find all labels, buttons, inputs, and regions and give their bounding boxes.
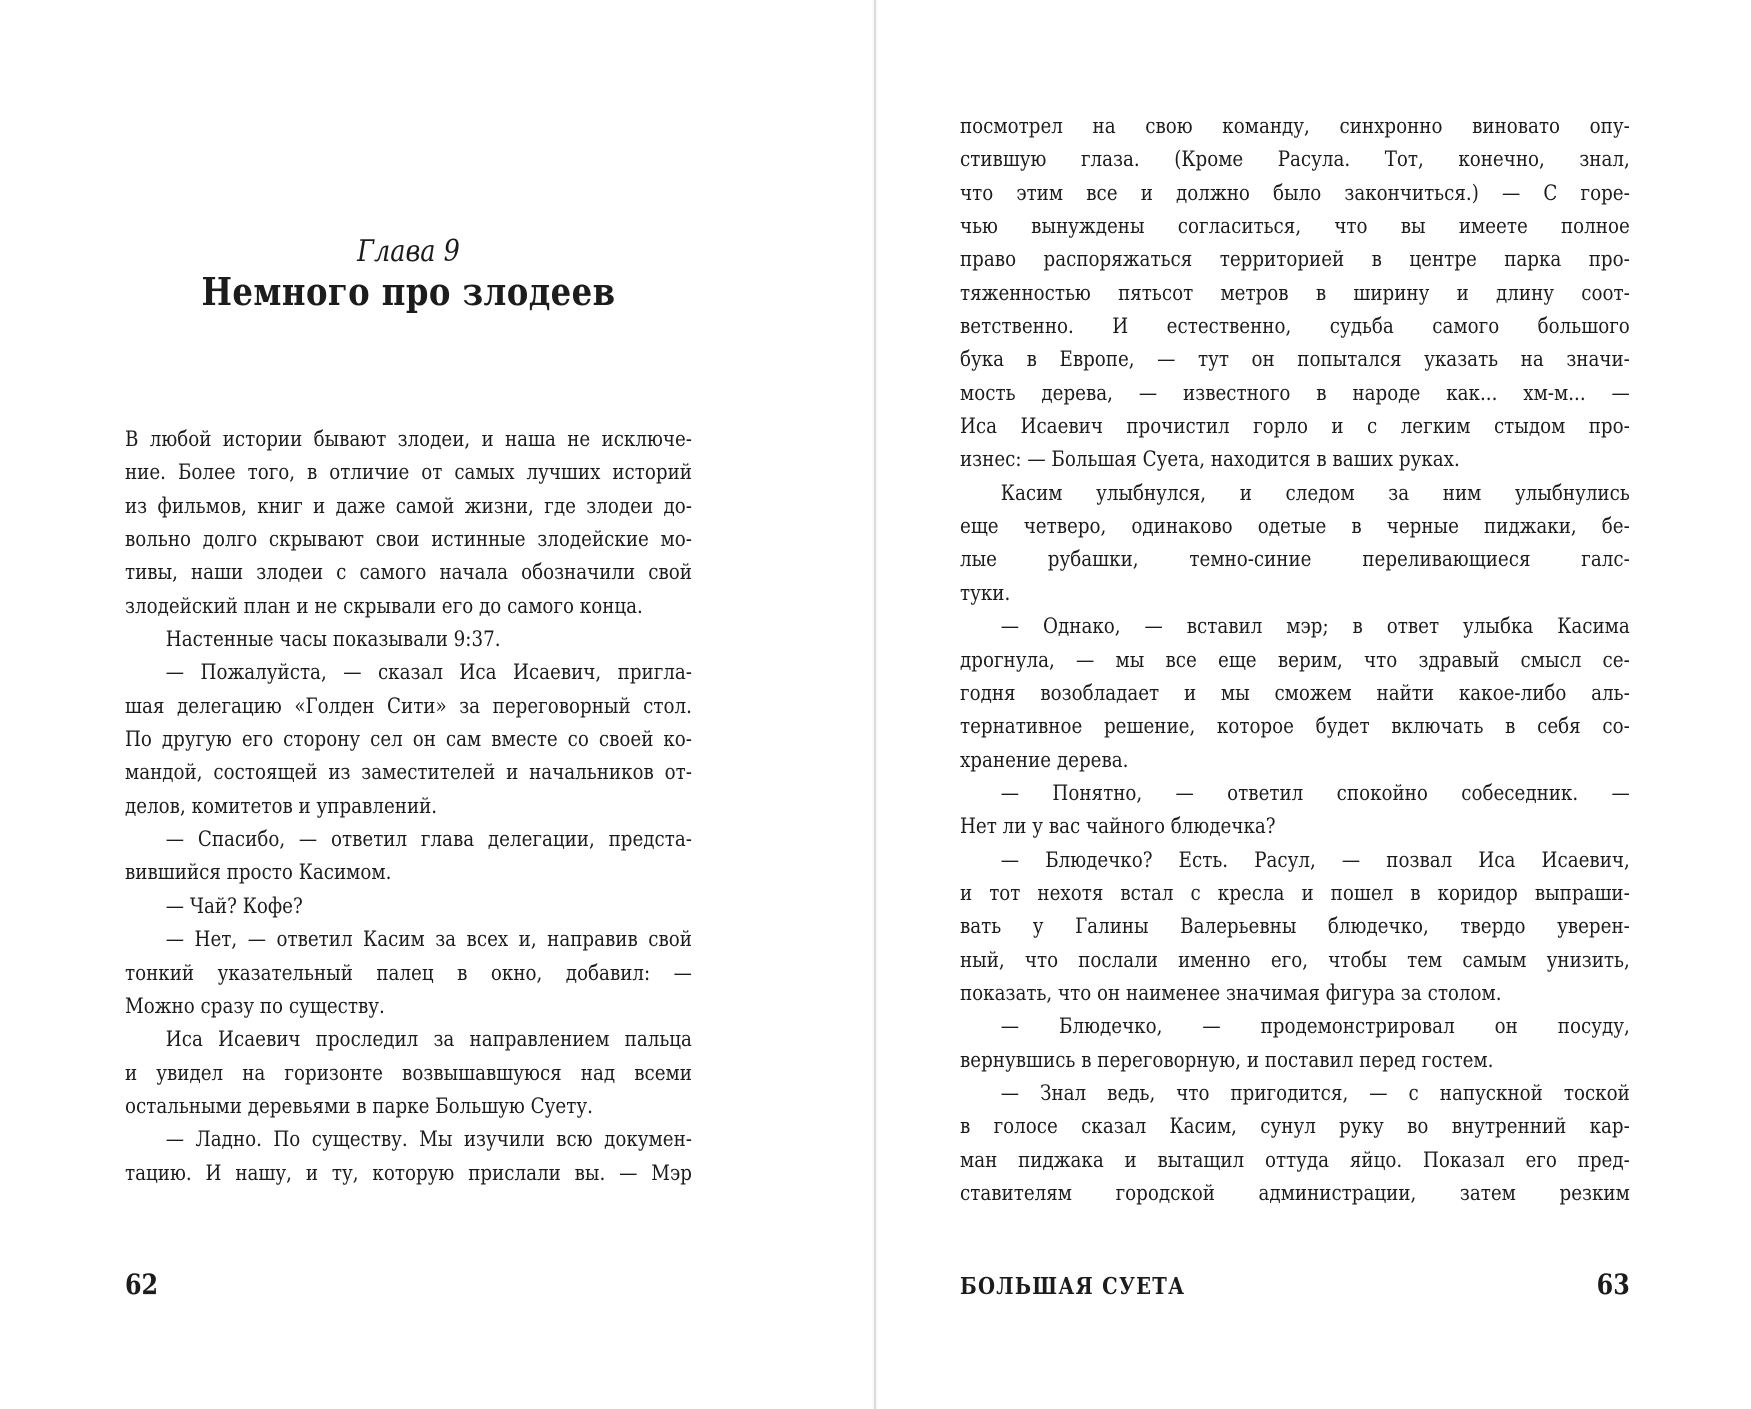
text-line: остальными деревьями в парке Большую Суету. <box>125 1093 593 1119</box>
text-line: вернувшись в переговорную, и поставил перед гостем. <box>960 1047 1494 1073</box>
text-line: из фильмов, книг и даже самой жизни, где злодеи до- <box>125 493 692 519</box>
left-page-footer <box>125 1270 692 1300</box>
text-line: ставителям городской администрации, затем резким <box>960 1181 1630 1206</box>
text-line: — Блюдечко? Есть. Расул, — позвал Иса Исаевич, <box>1000 847 1630 873</box>
text-line: ние. Более того, в отличие от самых лучших историй <box>125 460 692 486</box>
text-line: Иса Исаевич проследил за направлением пальца <box>165 1027 692 1053</box>
text-line: По другую его сторону сел он сам вместе со своей ко- <box>125 727 692 753</box>
text-line: туки. <box>960 580 1011 606</box>
running-title: БОЛЬШАЯ СУЕТА <box>960 1273 1186 1300</box>
left-page-number: 62 <box>125 1268 159 1301</box>
text-line: изнес: — Большая Суета, находится в ваших руках. <box>960 447 1460 473</box>
right-page-footer <box>960 1270 1630 1302</box>
text-line: дрогнула, — мы все еще верим, что здравый смысл се- <box>960 647 1630 673</box>
text-line: — Нет, — ответил Касим за всех и, направив свой <box>165 927 692 953</box>
text-line: тернативное решение, которое будет включать в себя со- <box>960 714 1630 740</box>
text-line: вольно долго скрывают свои истинные злодейские мо- <box>125 527 692 553</box>
text-line: ветственно. И естественно, судьба самого большого <box>960 314 1630 340</box>
text-line: что этим все и должно было закончиться.) — С горе- <box>960 180 1630 206</box>
right-page-number: 63 <box>1596 1268 1630 1301</box>
text-line: право распоряжаться территорией в центре парка про- <box>960 247 1630 273</box>
text-line: и тот нехотя встал с кресла и пошел в коридор выпраши- <box>960 880 1630 906</box>
text-line: — Однако, — вставил мэр; в ответ улыбка Касима <box>1000 614 1630 640</box>
text-line: шая делегацию «Голден Сити» за переговорный стол. <box>125 693 692 719</box>
text-line: — Спасибо, — ответил глава делегации, предста- <box>165 827 692 853</box>
text-line: чью вынуждены согласиться, что вы имеете полное <box>960 214 1630 240</box>
text-line: Можно сразу по существу. <box>125 993 385 1019</box>
text-line: показать, что он наименее значимая фигура за столом. <box>960 980 1502 1006</box>
left-page-text-block <box>125 423 692 1190</box>
text-line: Иса Исаевич прочистил горло и с легким стыдом про- <box>960 414 1630 440</box>
text-line: посмотрел на свою команду, синхронно виновато опу- <box>960 114 1630 139</box>
text-line: Настенные часы показывали 9:37. <box>165 627 501 653</box>
text-line: и увидел на горизонте возвышавшуюся над всеми <box>125 1060 692 1086</box>
text-line: вать у Галины Валерьевны блюдечко, твердо уверен- <box>960 914 1630 940</box>
text-line: стившую глаза. (Кроме Расула. Тот, конечно, знал, <box>960 147 1630 173</box>
text-line: тонкий указательный палец в окно, добавил: — <box>125 960 692 986</box>
text-line: бука в Европе, — тут он попытался указать на значи- <box>960 347 1630 373</box>
text-line: — Пожалуйста, — сказал Иса Исаевич, пригла- <box>165 660 692 686</box>
text-line: еще четверо, одинаково одетые в черные пиджаки, бе- <box>960 514 1630 540</box>
text-line: в голосе сказал Касим, сунул руку во внутренний кар- <box>960 1114 1630 1140</box>
text-line: — Ладно. По существу. Мы изучили всю докумен- <box>165 1127 692 1153</box>
right-page <box>960 0 1630 1409</box>
right-page-text-block <box>960 110 1630 1210</box>
text-line: хранение дерева. <box>960 747 1129 773</box>
chapter-number-label: Глава 9 <box>357 234 460 269</box>
text-line: годня возобладает и мы сможем найти какое-либо аль- <box>960 680 1630 706</box>
page-gutter-divider <box>874 0 876 1409</box>
text-line: лые рубашки, темно-синие переливающиеся галс- <box>960 547 1630 573</box>
text-line: ман пиджака и вытащил оттуда яйцо. Показал его пред- <box>960 1147 1630 1173</box>
text-line: — Чай? Кофе? <box>165 893 303 919</box>
text-line: Нет ли у вас чайного блюдечка? <box>960 814 1276 840</box>
text-line: делов, комитетов и управлений. <box>125 793 438 819</box>
text-line: злодейский план и не скрывали его до самого конца. <box>125 593 643 619</box>
text-line: мость дерева, — известного в народе как... хм-м... — <box>960 380 1630 406</box>
text-line: мандой, состоящей из заместителей и начальников от- <box>125 760 692 786</box>
text-line: — Понятно, — ответил спокойно собеседник. — <box>1000 780 1630 806</box>
text-line: — Знал ведь, что пригодится, — с напускной тоской <box>1000 1080 1630 1106</box>
left-page <box>125 0 692 1409</box>
text-line: — Блюдечко, — продемонстрировал он посуду, <box>1000 1014 1630 1040</box>
text-line: вившийся просто Касимом. <box>125 860 392 886</box>
chapter-title: Немного про злодеев <box>201 269 616 314</box>
text-line: тивы, наши злодеи с самого начала обозначили свой <box>125 560 692 586</box>
text-line: тацию. И нашу, и ту, которую прислали вы. — Мэр <box>125 1160 692 1186</box>
text-line: В любой истории бывают злодеи, и наша не исключе- <box>125 427 692 452</box>
text-line: ный, что послали именно его, чтобы тем самым унизить, <box>960 947 1630 973</box>
text-line: тяженностью пятьсот метров в ширину и длину соот- <box>960 280 1630 306</box>
text-line: Касим улыбнулся, и следом за ним улыбнулись <box>1000 480 1630 506</box>
